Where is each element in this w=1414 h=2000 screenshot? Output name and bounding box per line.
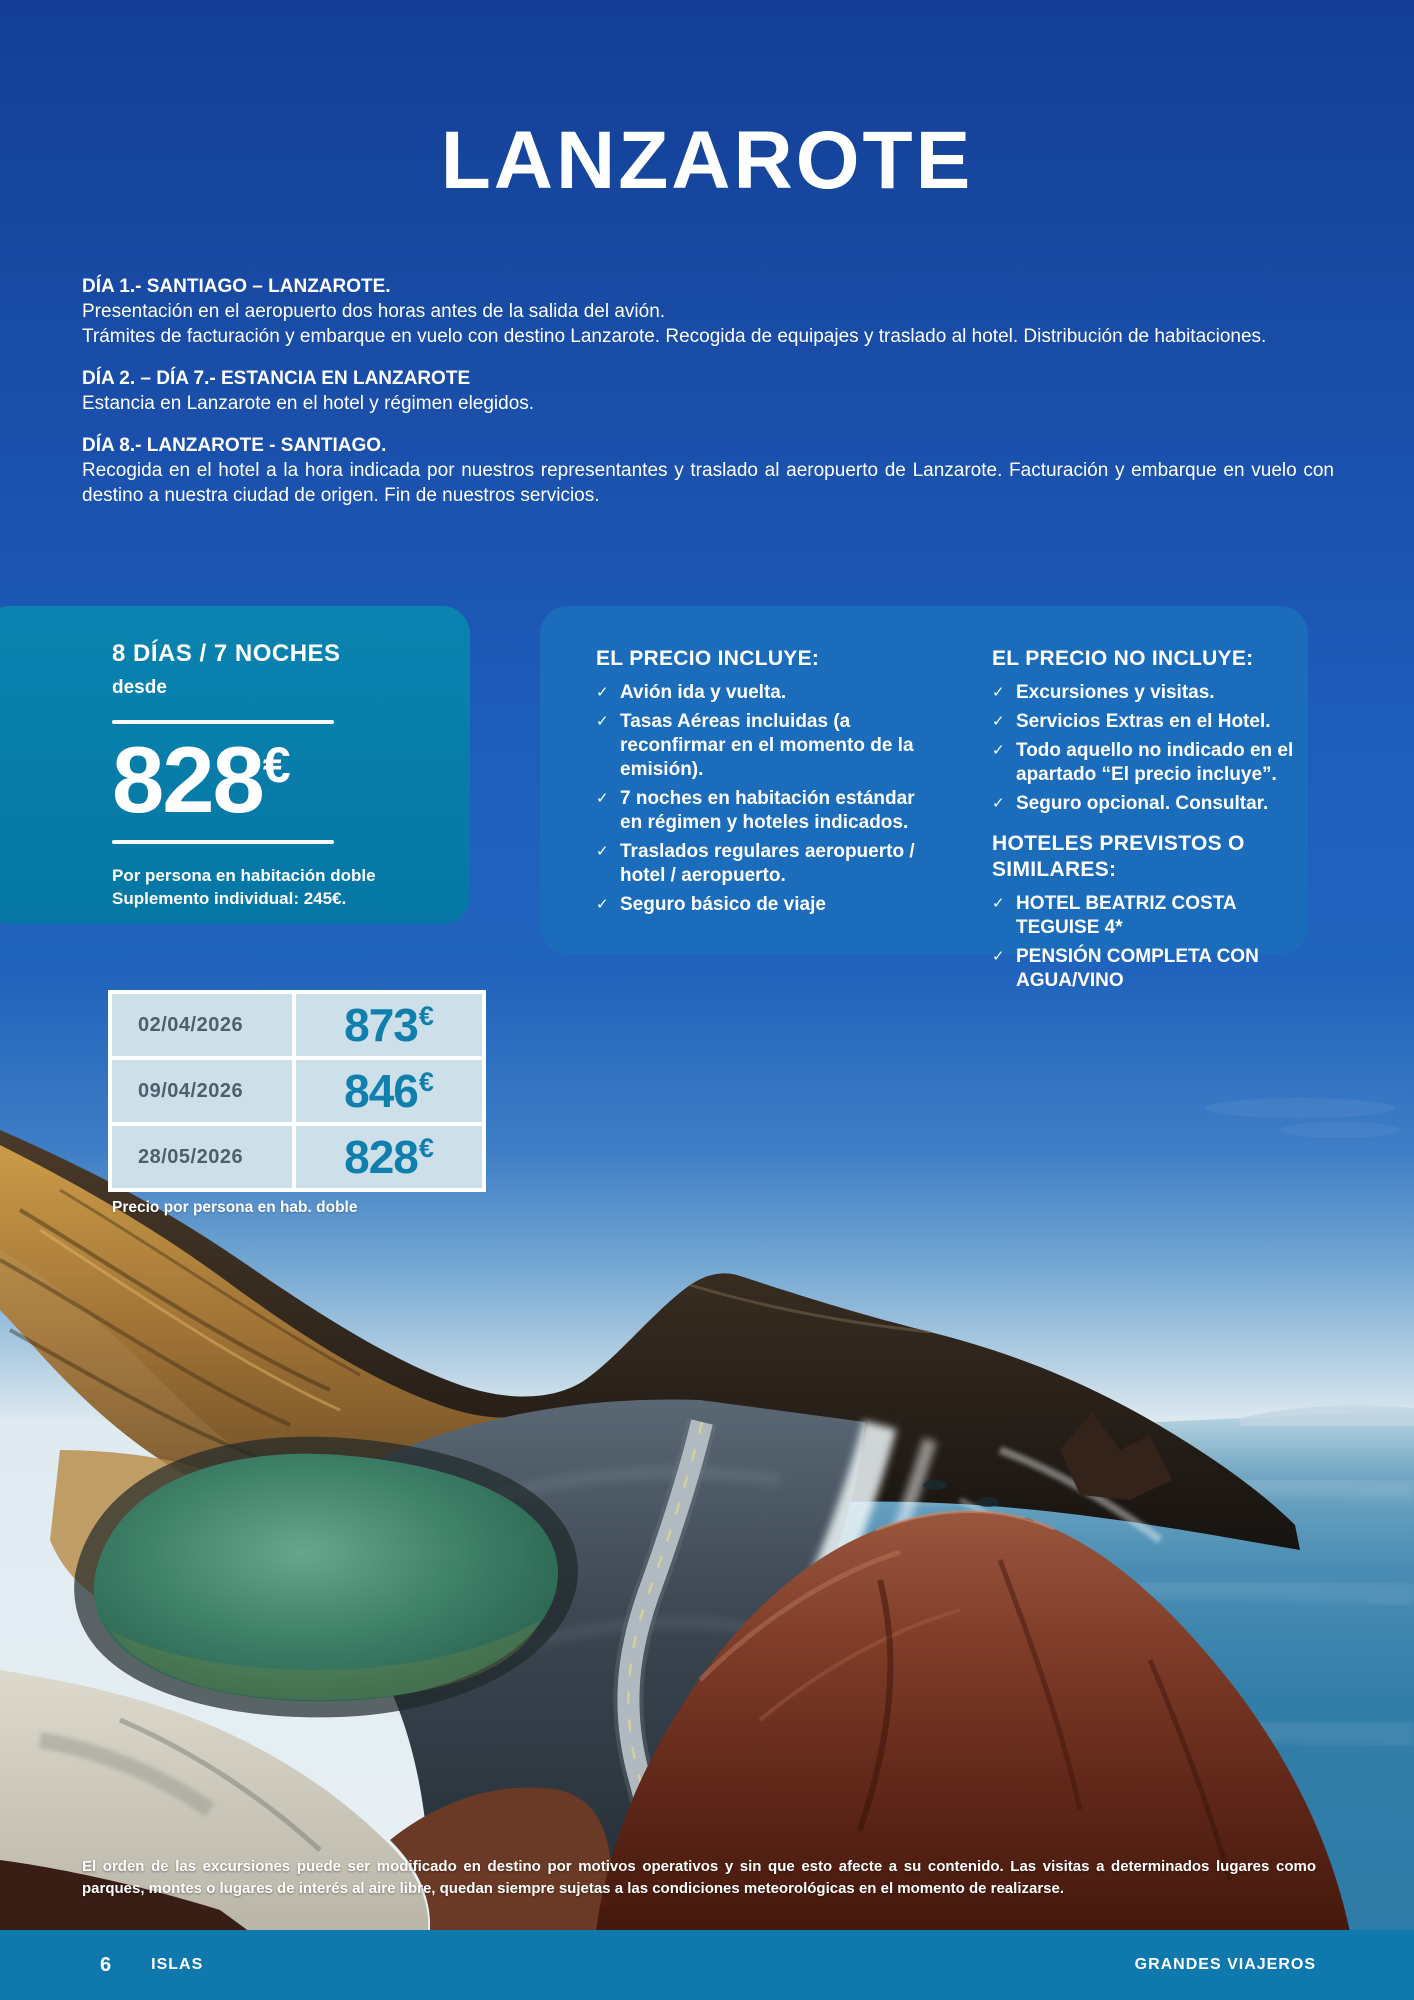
euro-sign: € [418, 1132, 434, 1163]
price-amount: 828 [112, 727, 263, 832]
page-number: 6 [100, 1953, 112, 1976]
table-caption: Precio por persona en hab. doble [112, 1199, 358, 1216]
list-item-text: Traslados regulares aeropuerto / hotel / aeropuerto. [620, 841, 915, 886]
day-paragraph: Estancia en Lanzarote en el hotel y régimen elegidos. [82, 393, 535, 414]
day-title: DÍA 1.- SANTIAGO – LANZAROTE. [82, 276, 391, 297]
hotels-title: HOTELES PREVISTOS O SIMILARES: [992, 832, 1245, 881]
check-icon: ✓ [596, 896, 609, 913]
list-item [596, 710, 940, 782]
departure-date: 09/04/2026 [112, 1060, 292, 1122]
check-icon: ✓ [596, 790, 609, 807]
footer-section-label: ISLAS [151, 1956, 204, 1973]
check-icon: ✓ [992, 742, 1005, 759]
list-item [992, 710, 1296, 734]
list-item [596, 893, 940, 917]
day-title: DÍA 2. – DÍA 7.- ESTANCIA EN LANZAROTE [82, 368, 471, 389]
check-icon: ✓ [596, 713, 609, 730]
price-note-line: Suplemento individual: 245€. [112, 889, 347, 908]
list-item [992, 892, 1296, 940]
footer-bar [0, 1930, 1414, 2000]
list-item [992, 945, 1296, 993]
list-item [992, 681, 1296, 705]
itinerary-day-2-7 [82, 366, 1334, 416]
itinerary-day-1 [82, 274, 1334, 349]
includes-title: EL PRECIO INCLUYE: [596, 647, 820, 670]
list-item [596, 681, 940, 705]
itinerary [82, 274, 1334, 525]
list-item-text: Servicios Extras en el Hotel. [1016, 711, 1271, 732]
price-box [0, 606, 470, 924]
departures-table [108, 990, 486, 1192]
check-icon: ✓ [596, 684, 609, 701]
includes-list [596, 681, 940, 917]
from-label: desde [112, 677, 167, 698]
price-notes [112, 864, 448, 910]
trip-duration: 8 DÍAS / 7 NOCHES [112, 640, 341, 667]
list-item-text: 7 noches en habitación estándar en régimen y hoteles indicados. [620, 788, 915, 833]
check-icon: ✓ [992, 895, 1005, 912]
price-amount: 828 [344, 1131, 418, 1183]
check-icon: ✓ [992, 795, 1005, 812]
list-item [596, 840, 940, 888]
list-item-text: HOTEL BEATRIZ COSTA TEGUISE 4* [1016, 893, 1236, 938]
day-paragraph: Trámites de facturación y embarque en vuelo con destino Lanzarote. Recogida de equipajes y traslado al hotel. Distribución de habitaciones. [82, 326, 1267, 347]
price-from [112, 727, 448, 832]
departure-price [296, 994, 482, 1056]
departure-price [296, 1060, 482, 1122]
departure-price [296, 1126, 482, 1188]
list-item-text: Excursiones y visitas. [1016, 682, 1215, 703]
not-includes-column [992, 646, 1296, 998]
disclaimer-text: El orden de las excursiones puede ser modificado en destino por motivos operativos y sin que esto afecte a su contenido. Las visitas a determinados lugares como parques, montes o lugares de interés al aire libre, quedan siempre sujetas a las condiciones meteorológicas en el momento de realizarse. [82, 1858, 1316, 1897]
price-amount: 846 [344, 1065, 418, 1117]
list-item-text: Todo aquello no indicado en el apartado “El precio incluye”. [1016, 740, 1294, 785]
day-paragraph: Presentación en el aeropuerto dos horas antes de la salida del avión. [82, 301, 666, 322]
price-amount: 873 [344, 999, 418, 1051]
check-icon: ✓ [992, 684, 1005, 701]
day-paragraph: Recogida en el hotel a la hora indicada por nuestros representantes y traslado al aeropuerto de Lanzarote. Facturación y embarque en vuelo con destino a nuestra ciudad de origen. Fin de nuestros servicios. [82, 460, 1334, 506]
conditions-panel [540, 606, 1308, 991]
departure-date: 28/05/2026 [112, 1126, 292, 1188]
list-item-text: Seguro opcional. Consultar. [1016, 793, 1269, 814]
list-item-text: Avión ida y vuelta. [620, 682, 787, 703]
check-icon: ✓ [992, 948, 1005, 965]
price-note-line: Por persona en habitación doble [112, 866, 376, 885]
not-includes-title: EL PRECIO NO INCLUYE: [992, 647, 1254, 670]
price-box-content [112, 640, 448, 910]
check-icon: ✓ [596, 843, 609, 860]
not-includes-list [992, 681, 1296, 816]
euro-sign: € [418, 1066, 434, 1097]
list-item [992, 739, 1296, 787]
day-title: DÍA 8.- LANZAROTE - SANTIAGO. [82, 435, 387, 456]
divider [112, 720, 334, 724]
list-item [992, 792, 1296, 816]
list-item-text: Tasas Aéreas incluidas (a reconfirmar en el momento de la emisión). [620, 711, 914, 780]
divider [112, 840, 334, 844]
list-item [596, 787, 940, 835]
itinerary-day-8 [82, 433, 1334, 508]
footer-brand-label: GRANDES VIAJEROS [1134, 1956, 1316, 1973]
includes-column [596, 646, 940, 922]
hotels-list [992, 892, 1296, 993]
list-item-text: PENSIÓN COMPLETA CON AGUA/VINO [1016, 946, 1259, 991]
departure-date: 02/04/2026 [112, 994, 292, 1056]
euro-sign: € [418, 1000, 434, 1031]
euro-sign: € [262, 737, 291, 793]
check-icon: ✓ [992, 713, 1005, 730]
page-title: LANZAROTE [440, 115, 974, 206]
list-item-text: Seguro básico de viaje [620, 894, 826, 915]
